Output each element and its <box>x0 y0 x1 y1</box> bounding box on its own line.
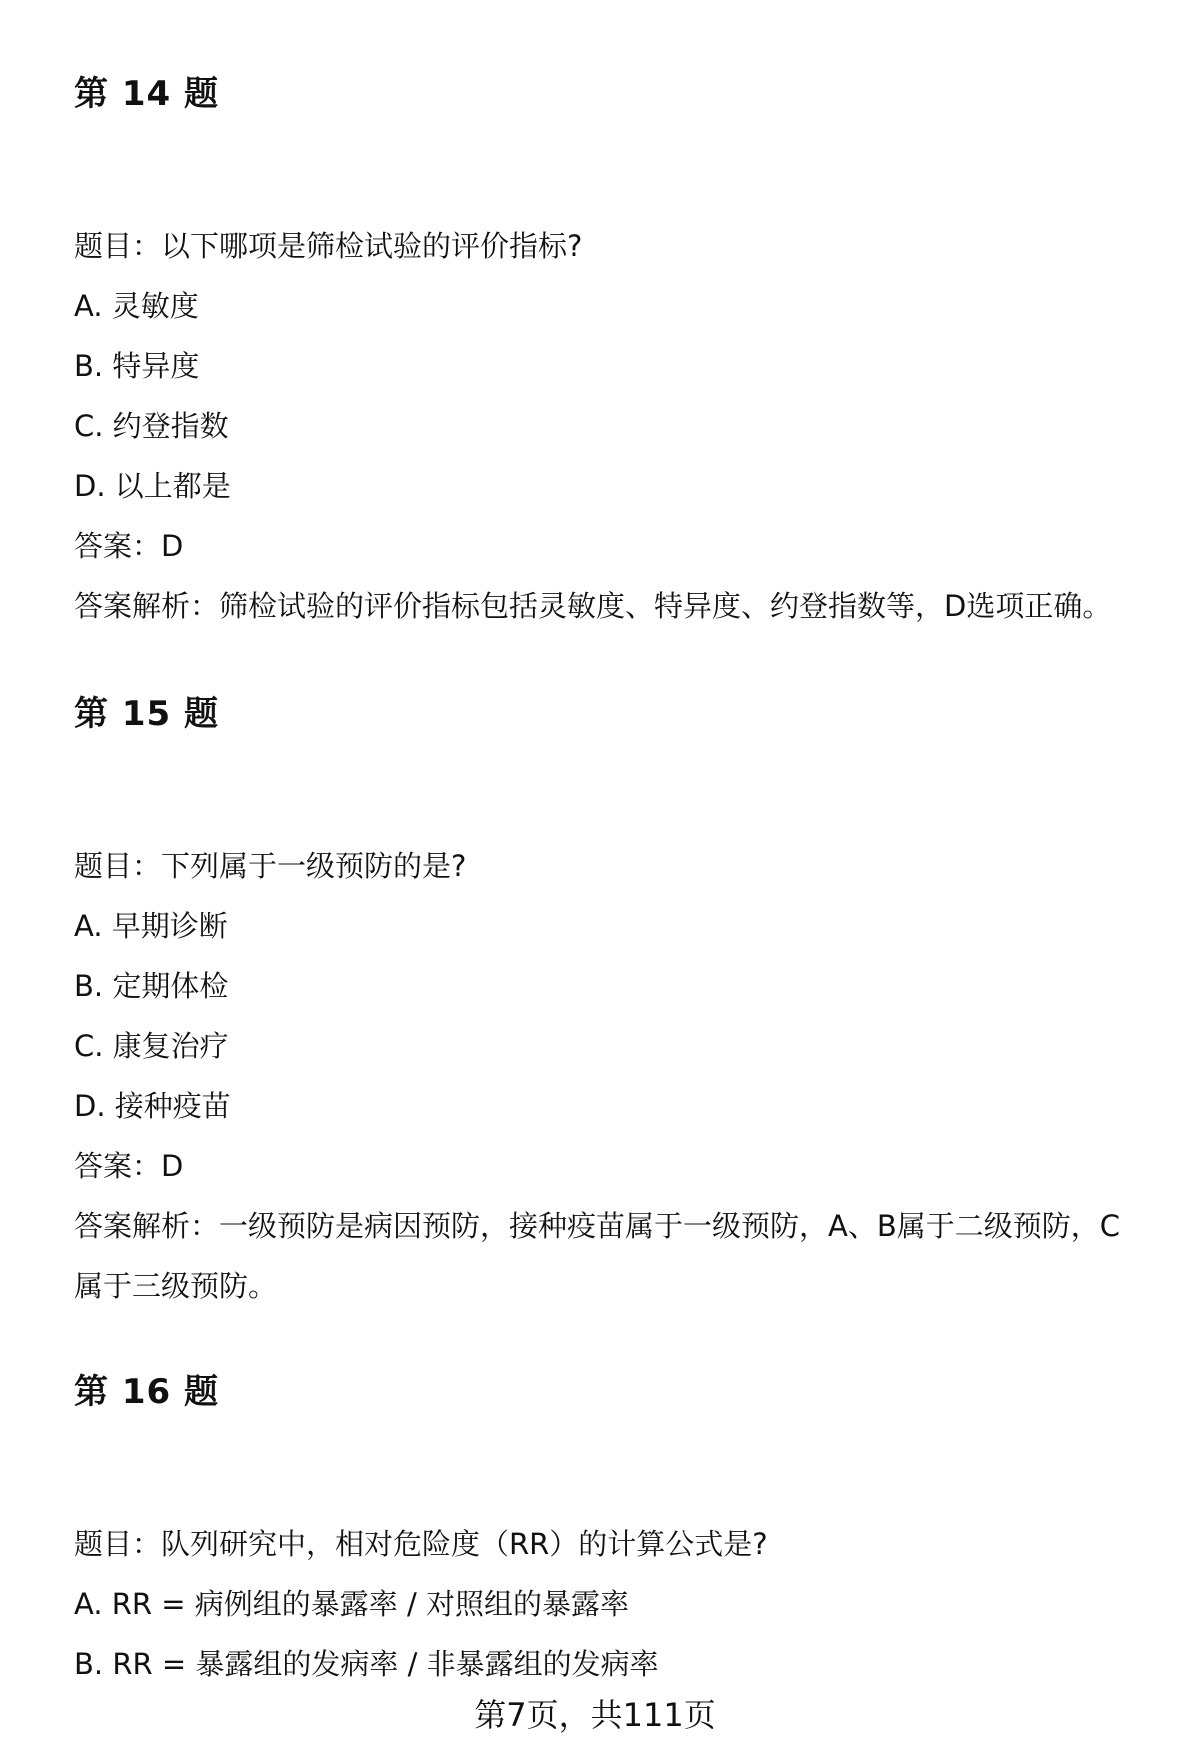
question-14-option-d: D. 以上都是 <box>74 469 231 503</box>
question-16-heading: 第 16 题 <box>74 1372 219 1412</box>
question-15-heading: 第 15 题 <box>74 694 219 734</box>
question-14-option-b: B. 特异度 <box>74 349 200 383</box>
question-15-answer: 答案：D <box>74 1149 184 1183</box>
question-15-explanation-line-2: 属于三级预防。 <box>74 1269 278 1303</box>
question-14-option-c: C. 约登指数 <box>74 409 229 443</box>
question-16-option-b: B. RR = 暴露组的发病率 / 非暴露组的发病率 <box>74 1647 659 1681</box>
question-14-option-a: A. 灵敏度 <box>74 289 199 323</box>
question-14-text: 题目：以下哪项是筛检试验的评价指标? <box>74 229 583 263</box>
question-15-option-a: A. 早期诊断 <box>74 909 228 943</box>
question-15-explanation-line-1: 答案解析：一级预防是病因预防，接种疫苗属于一级预防，A、B属于二级预防，C <box>74 1209 1120 1243</box>
question-15-option-d: D. 接种疫苗 <box>74 1089 231 1123</box>
question-14-explanation: 答案解析：筛检试验的评价指标包括灵敏度、特异度、约登指数等，D选项正确。 <box>74 589 1112 623</box>
question-14-answer: 答案：D <box>74 529 184 563</box>
question-15-option-c: C. 康复治疗 <box>74 1029 229 1063</box>
page-number-footer: 第7页，共111页 <box>474 1696 716 1734</box>
question-16-text: 题目：队列研究中，相对危险度（RR）的计算公式是? <box>74 1527 768 1561</box>
question-15-text: 题目：下列属于一级预防的是? <box>74 849 467 883</box>
question-14-heading: 第 14 题 <box>74 74 219 114</box>
question-16-option-a: A. RR = 病例组的暴露率 / 对照组的暴露率 <box>74 1587 630 1621</box>
question-15-option-b: B. 定期体检 <box>74 969 229 1003</box>
